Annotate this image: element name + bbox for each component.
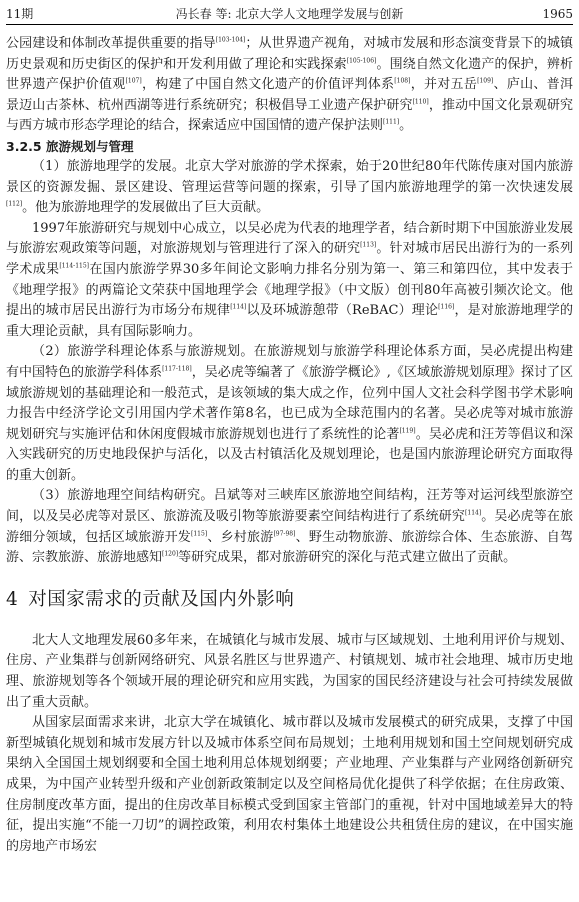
citation-ref: [108] (394, 77, 411, 85)
citation-ref: [120] (162, 550, 179, 558)
paragraph: （1）旅游地理学的发展。北京大学对旅游的学术探索，始于20世纪80年代陈传康对国内旅游景区的资源发掘、景区建设、管理运营等问题的探索，引导了国内旅游地理学的第一次快速发展[112]。他为旅游地理学的发展做出了巨大贡献。 (6, 158, 573, 216)
citation-ref: [114-115] (59, 262, 90, 270)
paragraph: （2）旅游学科理论体系与旅游规划。在旅游规划与旅游学科理论体系方面，吴必虎提出构建有中国特色的旅游学科体系[117-118]，吴必虎等编著了《旅游学概论》,《区域旅游规划原理》探讨了区域旅游规划的基础理论和一般范式，是该领域的集大成之作，位列中国人文社会科学图书学术影响力报告中经济学论文引用国内学术著作第8名，也已成为全球范围内的名著。吴必虎等对城市旅游规划研究与实施评估和休闲度假城市旅游规划也进行了系统性的论著[119]。吴必虎和汪芳等倡议和深入实践研究的历史地段保护与活化，以及古村镇活化及规划理论，也是国内旅游理论研究方面取得的重大创新。 (6, 344, 573, 483)
section-heading (6, 587, 573, 613)
citation-ref: [111] (383, 119, 400, 127)
citation-ref: [116] (438, 303, 455, 311)
citation-ref: [117-118] (162, 365, 192, 373)
citation-ref: [103-104] (215, 36, 246, 44)
paragraph: 1997年旅游研究与规划中心成立，以吴必虎为代表的地理学者，结合新时期下中国旅游业发展与旅游宏观政策等问题，对旅游规划与管理进行了深入的研究[113]。针对城市居民出游行为的一系列学术成果[114-115]在国内旅游学界30多年间论文影响力排名分别为第一、第三和第四位，其中发表于《地理学报》的两篇论文荣获中国地理学会《地理学报》（中文版）创刊80年高被引频次论文。他提出的城市居民出游行为市场分布规律[114]以及环城游憩带（ReBAC）理论[116]，是对旅游地理学的重大理论贡献，具有国际影响力。 (6, 220, 573, 339)
section-title: 对国家需求的贡献及国内外影响 (28, 588, 295, 610)
paragraph: 从国家层面需求来讲，北京大学在城镇化、城市群以及城市发展模式的研究成果，支撑了中国新型城镇化规划和城市发展方针以及城市体系空间布局规划；土地利用规划和国土空间规划研究成果纳入全国国土规划纲要和全国土地利用总体规划纲要；产业地理、产业集群与产业网络创新研究成果，为中国产业转型升级和产业创新政策制定以及空间格局优化提供了科学依据；在住房政策、住房制度改革方面，提出的住房改革目标模式受到国家主管部门的重视，针对中国地域差异大的特征，提出实施“不能一刀切”的调控政策，利用农村集体土地建设公共租赁住房的建议，在中国实施的房地产市场宏 (6, 715, 573, 854)
section-number: 4 (6, 588, 19, 610)
citation-ref: [97-98] (273, 530, 296, 538)
citation-ref: [105-106] (346, 57, 377, 65)
citation-ref: [113] (360, 242, 377, 250)
citation-ref: [109] (477, 77, 494, 85)
paragraph: 公园建设和体制改革提供重要的指导[103-104]；从世界遗产视角，对城市发展和形态演变背景下的城镇历史景观和历史街区的保护和开发利用做了理论和实践探索[105-106]。围绕自然文化遗产的保护，辨析世界遗产保护价值观[107]，构建了中国自然文化遗产的价值评判体系[108]，并对五岳[109]、庐山、普洱景迈山古茶林、杭州西湖等进行系统研究；积极倡导工业遗产保护研究[110]，推动中国文化景观研究与西方城市形态学理论的结合，探索适应中国国情的遗产保护法则[111]。 (6, 36, 573, 134)
citation-ref: [110] (412, 98, 429, 106)
article-body (6, 34, 573, 857)
issue-label: 11期 (6, 7, 34, 21)
citation-ref: [112] (6, 200, 23, 208)
running-title: 冯长春 等: 北京大学人文地理学发展与创新 (175, 7, 404, 21)
citation-ref: [114] (465, 509, 482, 517)
citation-ref: [115] (191, 530, 208, 538)
paragraph: （3）旅游地理空间结构研究。吕斌等对三峡库区旅游地空间结构，汪芳等对运河线型旅游空间，以及吴必虎等对景区、旅游流及吸引物等旅游要素空间结构进行了系统研究[114]。吴必虎等在旅游细分领域，包括区域旅游开发[115]、乡村旅游[97-98]、野生动物旅游、旅游综合体、生态旅游、自驾游、宗教旅游、旅游地感知[120]等研究成果，都对旅游研究的深化与范式建立做出了贡献。 (6, 488, 573, 566)
citation-ref: [119] (399, 427, 416, 435)
running-header (6, 4, 573, 25)
paragraph: 北大人文地理发展60多年来，在城镇化与城市发展、城市与区域规划、土地利用评价与规划、住房、产业集群与创新网络研究、风景名胜区与世界遗产、村镇规划、城市社会地理、城市历史地理、旅游规划等各个领域开展的理论研究和应用实践，为国家的国民经济建设与社会可持续发展做出了重大贡献。 (6, 632, 573, 710)
citation-ref: [107] (125, 77, 142, 85)
citation-ref: [114] (230, 303, 247, 311)
subsection-heading: 3.2.5 旅游规划与管理 (6, 138, 134, 154)
page-number: 1965 (542, 7, 573, 21)
